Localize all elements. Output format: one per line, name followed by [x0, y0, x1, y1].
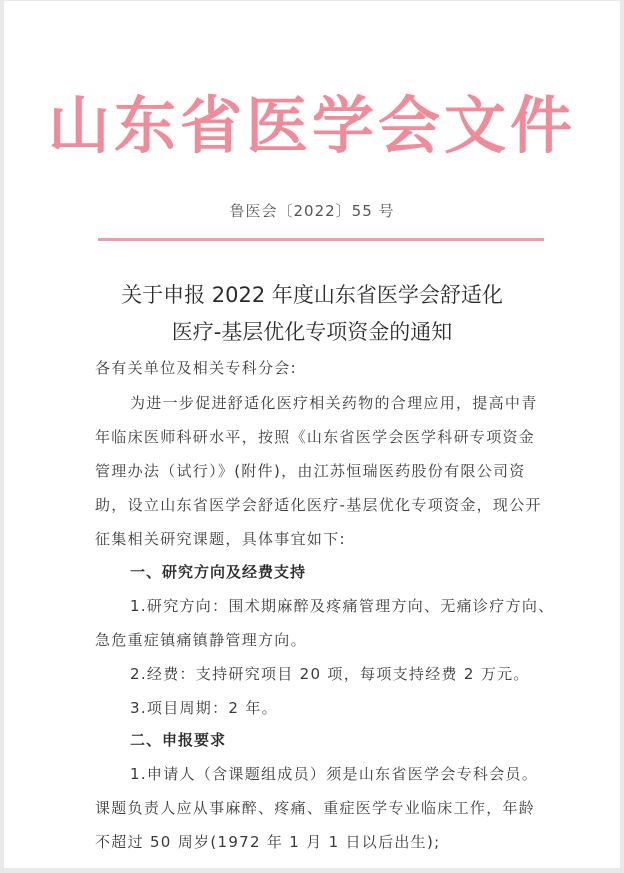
section-line: 急危重症镇痛镇静管理方向。 [95, 631, 307, 649]
section-line: 1.研究方向：围术期麻醉及疼痛管理方向、无痛诊疗方向、 [130, 597, 555, 615]
section-heading-requirements: 二、申报要求 [130, 731, 227, 749]
letterhead-title: 山东省医学会文件 [47, 89, 576, 162]
section-heading-research: 一、研究方向及经费支持 [130, 563, 307, 581]
section-line: 1.申请人（含课题组成员）须是山东省医学会专科会员。 [130, 765, 539, 783]
section-line: 不超过 50 周岁(1972 年 1 月 1 日以后出生); [95, 833, 441, 851]
section-line: 3.项目周期：2 年。 [130, 699, 278, 717]
document-page [4, 1, 620, 868]
intro-paragraph-line: 为进一步促进舒适化医疗相关药物的合理应用，提高中青 [130, 394, 538, 412]
notice-title-line-1: 关于申报 2022 年度山东省医学会舒适化 [121, 283, 503, 307]
section-line: 2.经费：支持研究项目 20 项，每项支持经费 2 万元。 [130, 665, 530, 683]
intro-paragraph-line: 征集相关研究课题，具体事宜如下: [95, 530, 346, 548]
section-line: 课题负责人应从事麻醉、疼痛、重症医学专业临床工作，年龄 [95, 799, 536, 817]
letterhead-divider [98, 238, 544, 241]
notice-title-line-2: 医疗-基层优化专项资金的通知 [171, 320, 453, 344]
intro-paragraph-line: 助，设立山东省医学会舒适化医疗-基层优化专项资金，现公开 [95, 496, 542, 514]
intro-paragraph-line: 年临床医师科研水平，按照《山东省医学会医学科研专项资金 [95, 428, 536, 446]
intro-paragraph-line: 管理办法（试行）》(附件)，由江苏恒瑞医药股份有限公司资 [95, 462, 526, 480]
salutation: 各有关单位及相关专科分会: [95, 359, 297, 377]
document-number: 鲁医会〔2022〕55 号 [229, 202, 395, 220]
